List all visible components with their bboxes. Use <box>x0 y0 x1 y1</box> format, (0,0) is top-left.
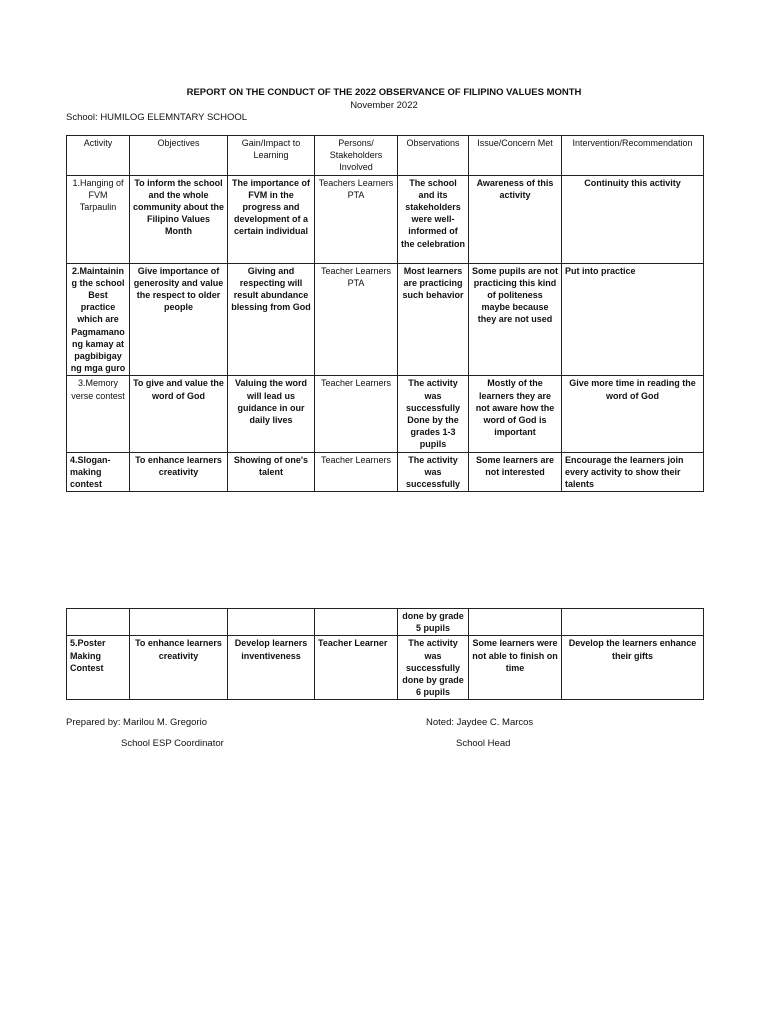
table-row <box>67 175 704 263</box>
report-table-continued <box>66 608 704 700</box>
table-row <box>67 263 704 376</box>
cell-issue: Some learners were not able to finish on time <box>469 636 562 700</box>
cell-objectives: To enhance learners creativity <box>130 452 228 492</box>
header-activity: Activity <box>67 136 130 176</box>
header-issue: Issue/Concern Met <box>469 136 562 176</box>
cell-activity <box>67 609 130 636</box>
cell-activity: 1.Hanging of FVM Tarpaulin <box>67 175 130 263</box>
header-observations: Observations <box>398 136 469 176</box>
table-row <box>67 609 704 636</box>
cell-activity: 2.Maintaining the school Best practice which are Pagmamano ng kamay at pagbibigay ng mga guro <box>67 263 130 376</box>
cell-gain: Valuing the word will lead us guidance in our daily lives <box>228 376 315 452</box>
header-gain: Gain/Impact to Learning <box>228 136 315 176</box>
report-title: REPORT ON THE CONDUCT OF THE 2022 OBSERVANCE OF FILIPINO VALUES MONTH <box>186 87 582 98</box>
cell-activity: 4.Slogan-making contest <box>67 452 130 492</box>
cell-intervention <box>562 609 704 636</box>
cell-objectives <box>130 609 228 636</box>
cell-intervention: Continuity this activity <box>562 175 704 263</box>
cell-objectives: To inform the school and the whole community about the Filipino Values Month <box>130 175 228 263</box>
cell-observations: done by grade 5 pupils <box>398 609 469 636</box>
cell-objectives: To give and value the word of God <box>130 376 228 452</box>
cell-issue: Some learners are not interested <box>469 452 562 492</box>
cell-objectives: Give importance of generosity and value the respect to older people <box>130 263 228 376</box>
cell-activity: 5.Poster Making Contest <box>67 636 130 700</box>
cell-objectives: To enhance learners creativity <box>130 636 228 700</box>
cell-persons <box>315 609 398 636</box>
cell-gain: Develop learners inventiveness <box>228 636 315 700</box>
cell-persons: Teacher Learners PTA <box>315 263 398 376</box>
cell-persons: Teacher Learners <box>315 452 398 492</box>
cell-observations: The activity was successfully <box>398 452 469 492</box>
school-name: School: HUMILOG ELEMNTARY SCHOOL <box>66 112 248 123</box>
cell-observations: The school and its stakeholders were well-informed of the celebration <box>398 175 469 263</box>
cell-intervention: Put into practice <box>562 263 704 376</box>
table-header-row <box>67 136 704 176</box>
cell-gain <box>228 609 315 636</box>
prepared-by: Prepared by: Marilou M. Gregorio <box>66 717 207 728</box>
cell-activity: 3.Memory verse contest <box>67 376 130 452</box>
cell-intervention: Give more time in reading the word of God <box>562 376 704 452</box>
noted-by: Noted: Jaydee C. Marcos <box>426 717 534 728</box>
table-row <box>67 636 704 700</box>
cell-intervention: Encourage the learners join every activity to show their talents <box>562 452 704 492</box>
cell-observations: Most learners are practicing such behavior <box>398 263 469 376</box>
cell-intervention: Develop the learners enhance their gifts <box>562 636 704 700</box>
report-table <box>66 135 704 492</box>
header-objectives: Objectives <box>130 136 228 176</box>
cell-persons: Teacher Learner <box>315 636 398 700</box>
report-date: November 2022 <box>350 100 418 111</box>
cell-issue: Mostly of the learners they are not aware how the word of God is important <box>469 376 562 452</box>
cell-issue: Awareness of this activity <box>469 175 562 263</box>
cell-issue: Some pupils are not practicing this kind of politeness maybe because they are not used <box>469 263 562 376</box>
cell-gain: The importance of FVM in the progress and development of a certain individual <box>228 175 315 263</box>
cell-observations: The activity was successfully done by grade 6 pupils <box>398 636 469 700</box>
header-intervention: Intervention/Recommendation <box>562 136 704 176</box>
cell-persons: Teachers Learners PTA <box>315 175 398 263</box>
cell-gain: Giving and respecting will result abundance blessing from God <box>228 263 315 376</box>
cell-observations: The activity was successfully Done by the grades 1-3 pupils <box>398 376 469 452</box>
cell-persons: Teacher Learners <box>315 376 398 452</box>
header-persons: Persons/ Stakeholders Involved <box>315 136 398 176</box>
table-row <box>67 452 704 492</box>
table-row <box>67 376 704 452</box>
noted-by-title: School Head <box>456 738 511 749</box>
cell-gain: Showing of one's talent <box>228 452 315 492</box>
prepared-by-title: School ESP Coordinator <box>121 738 224 749</box>
cell-issue <box>469 609 562 636</box>
